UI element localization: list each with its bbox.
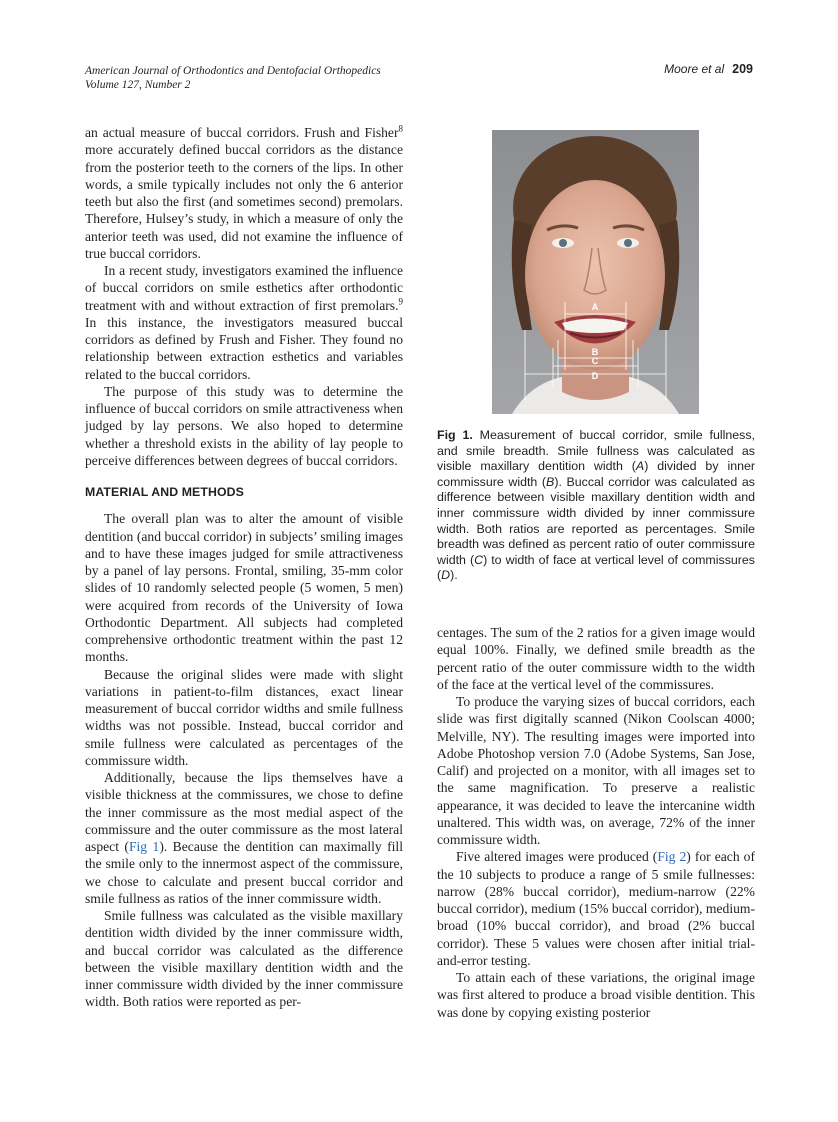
paragraph: To produce the varying sizes of buccal corridors, each slide was first digitally scanned (Nikon Coolscan 4000; Melville, NY). The resulting images were imported into Adobe Photoshop version 7.0 (Adobe Systems, San Jose, Calif) and projected on a monitor, with all images set to the same magnification. To preserve a realistic appearance, it was decided to leave the intercanine width unaltered. This width was, on average, 72% of the inner commissure width. bbox=[437, 694, 755, 847]
paragraph: Because the original slides were made with slight variations in patient-to-film distances, exact linear measurement of buccal corridor widths and smile fullness widths was not possible. Instead, buccal corridor and smile fullness were calculated as percentages of the commissure width. bbox=[85, 666, 403, 768]
section-heading: MATERIAL AND METHODS bbox=[85, 485, 244, 499]
figure-link[interactable]: Fig 2 bbox=[657, 849, 687, 865]
reference-superscript: 9 bbox=[398, 295, 403, 306]
paragraph: Five altered images were produced (Fig 2) for each of the 10 subjects to produce a range of 5 smile fullnesses: narrow (28% buccal corridor), medium-narrow (22% buccal corridor), medium (15% buccal corridor), medium-broad (10% buccal corridor), and broad (2% buccal corridor). These 5 values were chosen after initial trial-and-error testing. bbox=[437, 849, 755, 968]
running-header-right bbox=[664, 62, 753, 76]
paragraph: Smile fullness was calculated as the visible maxillary dentition width divided by the inner commissure width, and buccal corridor was calculated as the difference between the visible maxillary dentition width and the inner commissure width divided by the inner commissure width. Both ratios were reported as per- bbox=[85, 908, 403, 1010]
left-column bbox=[85, 124, 403, 1011]
figure-caption: Fig 1. Measurement of buccal corridor, smile fullness, and smile breadth. Smile fullness was calculated as visible maxillary dentition width (A) divided by inner commissure width (B). Buccal corridor was calculated as difference between visible maxillary dentition width and inner commissure width divided by inner commissure width. Both ratios are reported as percentages. Smile breadth was defined as percent ratio of outer commissure width (C) to width of face at vertical level of commissures (D). bbox=[437, 428, 756, 583]
figure-photo bbox=[492, 130, 699, 414]
running-header-journal bbox=[85, 64, 381, 92]
label-c: C bbox=[591, 356, 599, 366]
reference-superscript: 8 bbox=[398, 123, 403, 134]
label-d: D bbox=[591, 371, 599, 381]
paragraph: The overall plan was to alter the amount of visible dentition (and buccal corridor) in subjects’ smiling images and to have these images judged for smile attractiveness by a panel of lay persons. Frontal, smiling, 35-mm color slides of 10 randomly selected people (5 women, 5 men) were acquired from records of the University of Iowa Orthodontic Department. All subjects had completed comprehensive orthodontic treatment within the past 12 months. bbox=[85, 511, 403, 665]
face-illustration bbox=[492, 130, 699, 414]
label-a: A bbox=[591, 302, 599, 312]
paragraph: an actual measure of buccal corridors. Frush and Fisher$^8$ more accurately defined buccal corridors as the distance from the posterior teeth to the corners of the lips. In other words, a smile typically includes not only the 6 anterior teeth but also the first (and sometimes second) premolars. Therefore, Hulsey’s study, in which a measure of only the anterior teeth was used, did not examine the influence of true buccal corridors. bbox=[85, 123, 403, 261]
paragraph: To attain each of these variations, the original image was first altered to produce a broad visible dentition. This was done by copying existing posterior bbox=[437, 970, 755, 1020]
paragraph: In a recent study, investigators examined the influence of buccal corridors on smile esthetics after orthodontic treatment with and without extraction of first premolars.$^9$ In this instance, the investigators measured buccal corridors as defined by Frush and Fisher. They found no relationship between extraction esthetics and variables related to the buccal corridors. bbox=[85, 263, 403, 382]
right-column bbox=[437, 624, 755, 1021]
label-b: B bbox=[591, 347, 599, 357]
paragraph: Additionally, because the lips themselves have a visible thickness at the commissures, we chose to define the inner commissure as the most medial aspect of the commissure and the outer commissure as the most lateral aspect (Fig 1). Because the dentition can maximally fill the smile only to the innermost aspect of the commissure, we chose to calculate and present buccal corridor and smile fullness as ratios of the inner commissure width. bbox=[85, 770, 403, 906]
page-number: 209 bbox=[732, 62, 753, 76]
journal-title: American Journal of Orthodontics and Dentofacial Orthopedics bbox=[85, 65, 381, 77]
paragraph: The purpose of this study was to determine the influence of buccal corridors on smile attractiveness when judged by lay persons. We also hoped to determine whether a threshold exists in the ability of lay people to perceive differences between degrees of buccal corridors. bbox=[85, 383, 403, 468]
running-authors: Moore et al bbox=[664, 62, 725, 76]
figure-label: Fig 1. bbox=[437, 428, 473, 442]
journal-volume: Volume 127, Number 2 bbox=[85, 79, 191, 91]
paragraph: centages. The sum of the 2 ratios for a given image would equal 100%. Finally, we defined smile breadth as the percent ratio of the outer commissure width to the width of the face at the vertical level of the commissures. bbox=[437, 625, 755, 692]
figure-link[interactable]: Fig 1 bbox=[128, 839, 160, 854]
